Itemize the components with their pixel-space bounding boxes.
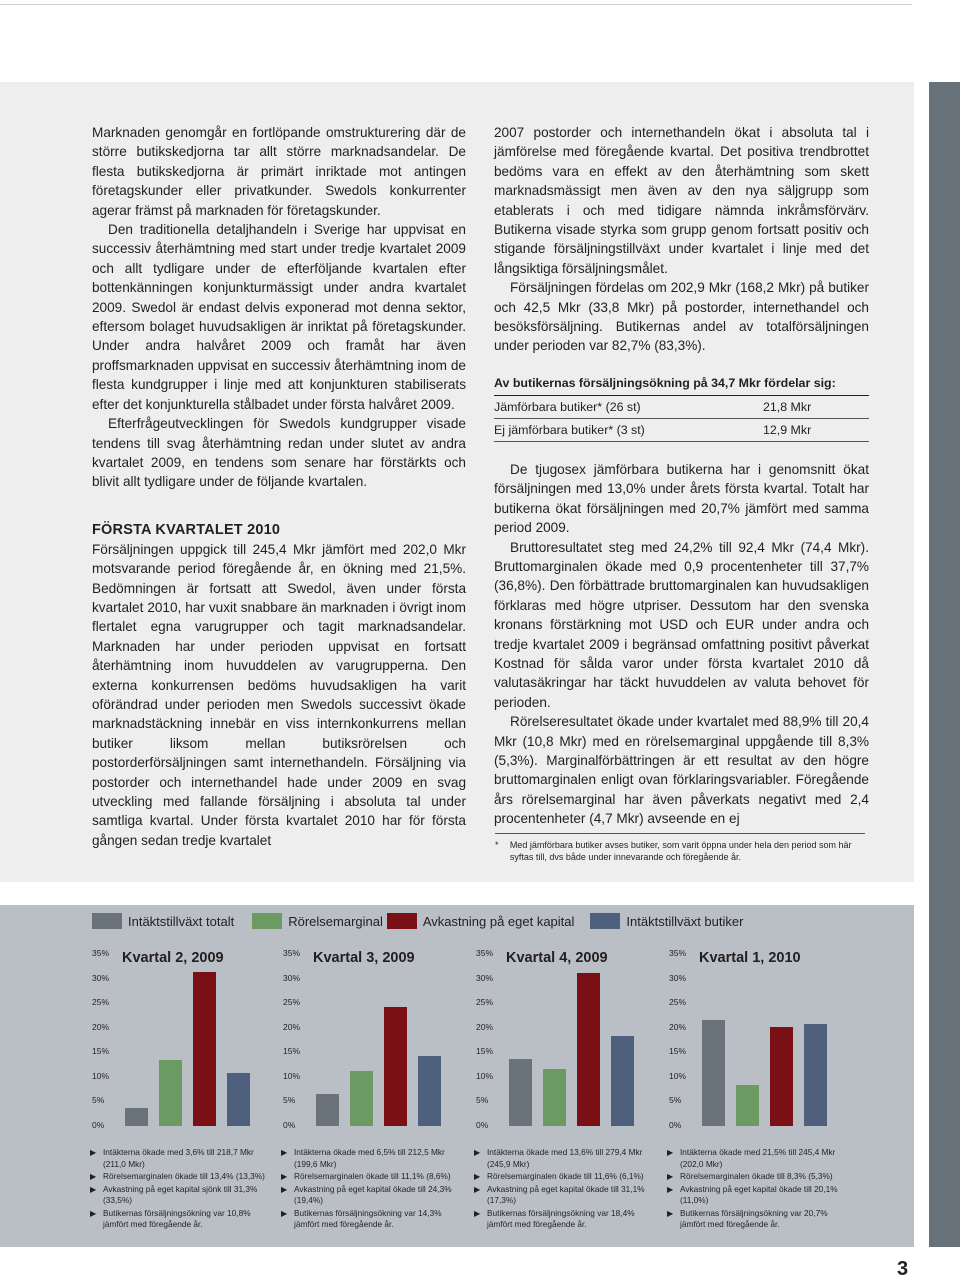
bullet-triangle-icon: ▶ — [474, 1208, 481, 1218]
chart-title: Kvartal 4, 2009 — [506, 950, 608, 966]
note-item — [474, 1147, 656, 1170]
chart-notes — [667, 1147, 849, 1232]
note-item — [667, 1208, 849, 1231]
y-tick-label: 10% — [92, 1070, 110, 1081]
legend-swatch — [590, 913, 620, 929]
y-tick-label: 5% — [92, 1095, 105, 1106]
table-cell-label: Ej jämförbara butiker* (3 st) — [494, 422, 645, 437]
table-cell-value: 12,9 Mkr — [763, 422, 812, 437]
note-item — [90, 1184, 272, 1207]
chart-title: Kvartal 3, 2009 — [313, 950, 415, 966]
legend-label: Rörelsemarginal — [288, 913, 383, 929]
bar — [193, 972, 216, 1126]
y-tick-label: 30% — [476, 972, 494, 983]
note-text: Butikernas försäljningsökning var 10,8% jämfört med föregående år. — [103, 1207, 251, 1229]
y-tick-label: 10% — [283, 1070, 301, 1081]
note-text: Avkastning på eget kapital ökade till 24,3% (19,4%) — [294, 1183, 452, 1205]
y-tick-label: 20% — [92, 1021, 110, 1032]
table-title: Av butikernas försäljningsökning på 34,7 Mkr fördelar sig: — [494, 375, 836, 390]
note-item — [281, 1184, 463, 1207]
y-tick-label: 5% — [283, 1095, 296, 1106]
bar — [611, 1036, 634, 1126]
note-item — [667, 1184, 849, 1207]
bullet-triangle-icon: ▶ — [281, 1148, 288, 1157]
paragraph: De tjugosex jämförbara butikerna har i genomsnitt ökat försäljningen med 13,0% under årets första kvartal. Totalt har butikerna ökat försäljningen med 20,7% jämfört med samma period 2009. — [494, 461, 869, 536]
note-text: Avkastning på eget kapital sjönk till 31,3% (33,5%) — [103, 1183, 258, 1205]
y-tick-label: 35% — [92, 948, 110, 958]
bar — [509, 1059, 532, 1126]
top-rule — [0, 4, 912, 5]
bar — [770, 1027, 793, 1126]
spacer — [494, 356, 869, 374]
paragraph: Rörelseresultatet ökade under kvartalet med 88,9% till 20,4 Mkr (10,8 Mkr) med en rörelsemarginal uppgående till 8,3% (5,3%). Marginalförbättringen är ett resultat av den högre bruttomarginalen enligt ovan förklaringsvariabler. Föregående års rörelsemarginal har även påverkats negativt med 2,4 procentenheter (4,7 Mkr) avseende en ej — [494, 714, 869, 827]
bullet-triangle-icon: ▶ — [667, 1208, 674, 1218]
spacer — [92, 492, 466, 520]
bullet-triangle-icon: ▶ — [281, 1172, 288, 1181]
chart-panel-2 — [283, 948, 463, 1130]
y-tick-label: 25% — [669, 997, 687, 1008]
chart-legend — [92, 913, 753, 929]
note-text: Intäkterna ökade med 21,5% till 245,4 Mkr (202,0 Mkr) — [680, 1147, 836, 1169]
paragraph: Försäljningen uppgick till 245,4 Mkr jämfört med 202,0 Mkr motsvarande period föregående år, en ökning med 21,5%. Bedömningen är fortsatt att Swedol, även under första kvartalet 2010, har vuxit snabbare än marknaden i övrigt inom flertalet egna varugrupper och tagit marknadsandelar. Marknaden har under perioden uppvisat en fortsatt återhämtning inom huvuddelen av varugrupperna. Den externa konkurrensen bedöms huvudsakligen ha varit oförändrad under perioden men Swedols successivt ökade marknadstäckning innebär en viss internkonkurrens mellan butiker liksom mellan butiksrörelsen och postorderförsäljningen samt internethandeln. Försäljning via postorder och internethandel hade under 2009 en svag utveckling med fallande försäljning i absoluta tal under samtliga kvartal. Under första kvartalet 2010 har för första gången sedan tredje kvartalet — [92, 541, 466, 848]
legend-item — [252, 913, 383, 929]
y-tick-label: 0% — [669, 1120, 682, 1130]
y-tick-label: 20% — [476, 1021, 494, 1032]
bar — [384, 1007, 407, 1126]
chart-panel-3 — [476, 948, 656, 1130]
bullet-triangle-icon: ▶ — [474, 1184, 481, 1194]
y-tick-label: 25% — [92, 997, 110, 1008]
note-item — [667, 1171, 849, 1183]
bar — [543, 1069, 566, 1126]
bar — [227, 1073, 250, 1126]
footnote-mark: * — [495, 840, 499, 850]
note-item — [281, 1208, 463, 1231]
growth-table — [494, 374, 869, 442]
note-text: Butikernas försäljningsökning var 20,7% jämfört med föregående år. — [680, 1207, 828, 1229]
note-item — [281, 1171, 463, 1183]
note-text: Rörelsemarginalen ökade till 11,1% (8,6%) — [294, 1171, 451, 1181]
page-number: 3 — [897, 1258, 909, 1280]
y-tick-label: 0% — [92, 1120, 105, 1130]
bullet-triangle-icon: ▶ — [90, 1172, 97, 1181]
table-cell-value: 21,8 Mkr — [763, 399, 812, 414]
bar — [159, 1060, 182, 1126]
right-column — [494, 123, 869, 829]
note-item — [90, 1171, 272, 1183]
note-item — [474, 1171, 656, 1183]
bar — [418, 1056, 441, 1126]
bullet-triangle-icon: ▶ — [474, 1172, 481, 1181]
bar — [316, 1094, 339, 1126]
legend-swatch — [92, 913, 122, 929]
legend-item — [590, 913, 743, 929]
note-text: Rörelsemarginalen ökade till 11,6% (6,1%) — [487, 1171, 644, 1181]
chart-panel-1 — [92, 948, 272, 1130]
legend-label: Intäktstillväxt totalt — [128, 913, 235, 929]
left-column — [92, 123, 466, 850]
paragraph: Försäljningen fördelas om 202,9 Mkr (168,2 Mkr) på butiker och 42,5 Mkr (33,8 Mkr) på postorder, internethandel och besöksförsäljning. Butikernas andel av totalförsäljningen under perioden var 82,7% (83,3%). — [494, 280, 869, 354]
bullet-triangle-icon: ▶ — [90, 1208, 97, 1218]
note-text: Intäkterna ökade med 3,6% till 218,7 Mkr (211,0 Mkr) — [103, 1147, 254, 1169]
bullet-triangle-icon: ▶ — [474, 1148, 481, 1157]
y-tick-label: 10% — [669, 1070, 687, 1081]
y-tick-label: 20% — [283, 1021, 301, 1032]
y-tick-label: 35% — [283, 948, 301, 958]
right-column-top — [494, 123, 869, 356]
legend-label: Avkastning på eget kapital — [422, 913, 575, 929]
table-row — [494, 396, 869, 419]
paragraph: 2007 postorder och internethandeln ökat i absoluta tal i jämförelse med föregående kvartal. Det positiva trendbrottet bedöms vara en effekt av den återhämtning som skett marknadsmässigt men även av den nya säljgrupp som etablerats i och med tidigare nämnda inkråmsförvärv. Butikerna visade styrka som grupp genom fortsatt positiv och stigande försäljningstillväxt under kvartalet i linje med det långsiktiga försäljningsmålet. — [494, 125, 869, 276]
bar — [577, 973, 600, 1126]
note-text: Intäkterna ökade med 13,6% till 279,4 Mkr (245,9 Mkr) — [487, 1147, 643, 1169]
note-text: Butikernas försäljningsökning var 18,4% jämfört med föregående år. — [487, 1207, 635, 1229]
chart-notes — [90, 1147, 272, 1232]
y-tick-label: 5% — [669, 1095, 682, 1106]
table-row — [494, 419, 869, 442]
note-item — [474, 1184, 656, 1207]
note-text: Butikernas försäljningsökning var 14,3% jämfört med föregående år. — [294, 1207, 442, 1229]
bullet-triangle-icon: ▶ — [667, 1184, 674, 1194]
legend-swatch — [387, 913, 417, 929]
note-text: Intäkterna ökade med 6,5% till 212,5 Mkr (199,6 Mkr) — [294, 1147, 445, 1169]
legend-item — [387, 913, 575, 929]
y-tick-label: 0% — [283, 1120, 296, 1130]
paragraph: Den traditionella detaljhandeln i Sverige har uppvisat en successiv återhämtning med start under tredje kvartalet 2009 och allt tydligare under de efterföljande kvartalen efter bottenkänningen konjunkturmässigt under andra kvartalet 2009. Swedol är endast delvis exponerad mot denna sektor, eftersom bolaget huvudsakligen är inriktat på företagskunder. Under andra halvåret 2009 och framåt har även proffsmarknaden uppvisat en successiv återhämtning inom de flesta kundgrupper i linje med att konjunkturen stabiliserats efter det konjunkturella stålbadet under första halvåret 2009. — [92, 222, 466, 412]
spacer — [494, 442, 869, 460]
y-tick-label: 0% — [476, 1120, 489, 1130]
note-item — [474, 1208, 656, 1231]
note-text: Avkastning på eget kapital ökade till 20,1% (11,0%) — [680, 1183, 838, 1205]
table-body — [494, 395, 869, 442]
paragraph: Marknaden genomgår en fortlöpande omstrukturering där de större butikskedjorna tar allt större marknadsandelar. De flesta butikskedjorna är primärt inriktade mot antingen företagskunder eller privatkunder. Swedols konkurrenter agerar främst på marknaden för företagskunder. — [92, 125, 466, 218]
note-item — [90, 1147, 272, 1170]
table-cell-label: Jämförbara butiker* (26 st) — [494, 399, 641, 414]
note-item — [667, 1147, 849, 1170]
side-bar — [929, 82, 960, 1247]
bar — [125, 1108, 148, 1126]
y-tick-label: 10% — [476, 1070, 494, 1081]
bar — [702, 1020, 725, 1126]
note-item — [281, 1147, 463, 1170]
chart-title: Kvartal 2, 2009 — [122, 950, 224, 966]
y-tick-label: 25% — [476, 997, 494, 1008]
y-tick-label: 15% — [476, 1046, 494, 1057]
y-tick-label: 30% — [669, 972, 687, 983]
legend-swatch — [252, 913, 282, 929]
section-heading: FÖRSTA KVARTALET 2010 — [92, 521, 281, 538]
paragraph: Bruttoresultatet steg med 24,2% till 92,4 Mkr (74,4 Mkr). Bruttomarginalen ökade med 0,9 procentenheter till 37,7% (36,8%). Den förbättrade bruttomarginalen kan huvudsakligen förklaras med högre utpriser. Dessutom har den svenska kronans förstärkning mot USD och EUR under andra och tredje kvartalet 2009 i begränsad omfattning positivt påverkat Kostnad för sålda varor under första kvartalet 2010 då valutasäkringar har täckt huvuddelen av valuta behovet för perioden. — [494, 539, 869, 710]
bar — [804, 1024, 827, 1126]
y-tick-label: 15% — [283, 1046, 301, 1057]
bullet-triangle-icon: ▶ — [281, 1208, 288, 1218]
bullet-triangle-icon: ▶ — [281, 1184, 288, 1194]
y-tick-label: 15% — [92, 1046, 110, 1057]
chart-notes — [281, 1147, 463, 1232]
note-text: Rörelsemarginalen ökade till 13,4% (13,3%) — [103, 1171, 265, 1181]
legend-item — [92, 913, 234, 929]
bullet-triangle-icon: ▶ — [667, 1148, 674, 1157]
note-text: Rörelsemarginalen ökade till 8,3% (5,3%) — [680, 1171, 833, 1181]
y-tick-label: 30% — [283, 972, 301, 983]
bar — [736, 1085, 759, 1126]
right-column-bottom — [494, 460, 869, 829]
y-tick-label: 35% — [476, 948, 494, 958]
bullet-triangle-icon: ▶ — [667, 1172, 674, 1181]
y-tick-label: 5% — [476, 1095, 489, 1106]
y-tick-label: 25% — [283, 997, 301, 1008]
y-tick-label: 20% — [669, 1021, 687, 1032]
paragraph: Efterfrågeutvecklingen för Swedols kundgrupper visade tendens till svag återhämtning redan under slutet av andra kvartalet 2009, en tendens som senare har förstärkts och blivit allt tydligare under de följande kvartalen. — [92, 416, 466, 490]
bullet-triangle-icon: ▶ — [90, 1148, 97, 1157]
y-tick-label: 35% — [669, 948, 687, 958]
bar — [350, 1071, 373, 1126]
legend-label: Intäktstillväxt butiker — [626, 913, 744, 929]
note-text: Avkastning på eget kapital ökade till 31,1% (17,3%) — [487, 1183, 645, 1205]
chart-notes — [474, 1147, 656, 1232]
chart-title: Kvartal 1, 2010 — [699, 950, 801, 966]
footnote — [495, 833, 865, 863]
y-tick-label: 30% — [92, 972, 110, 983]
note-item — [90, 1208, 272, 1231]
footnote-text: Med jämförbara butiker avses butiker, som varit öppna under hela den period som här syftas till, dvs både under innevarande och föregående år. — [509, 840, 852, 862]
chart-panel-4 — [669, 948, 849, 1130]
y-tick-label: 15% — [669, 1046, 687, 1057]
bullet-triangle-icon: ▶ — [90, 1184, 97, 1194]
